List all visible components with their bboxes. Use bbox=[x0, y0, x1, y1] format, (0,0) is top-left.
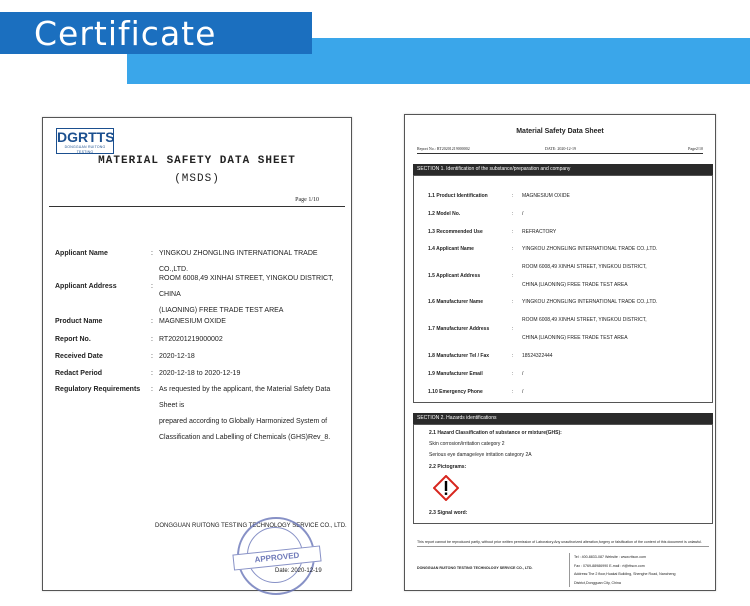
page-number: Page2/10 bbox=[688, 146, 703, 151]
msds-cover-page: DGRTTS DONGGUAN RUITONG TESTING MATERIAL SAFETY DATA SHEET (MSDS) Page 1/10 Applicant Name : YINGKOU ZHONGLING INTERNATIONAL TRADE CO.,LTD. Applicant Address : ROOM 6008,49 XINHAI STREET, YINGKOU DISTRICT, CHINA (LIAONING) FREE TRADE TEST AREA Product Name : MAGNESIUM OXIDE Report No. : RT20201219000002 Received Date : 2020-12-18 Redact Period : 2020-12-18 to 2020-12-19 Regulatory Requirements : As requested by the applicant, the Material Safety Data Sheet is prepared according to Globally Harmonized System of Classification and Labelling of Chemicals (GHS)Rev_8. DONGGUAN RUITONG TESTING TECHNOLOGY SERVICE CO., LTD. APPROVED Date: 2020-12-19 bbox=[42, 117, 352, 591]
field-label: 1.8 Manufacturer Tel / Fax bbox=[428, 353, 490, 359]
field-label: 1.2 Model No. bbox=[428, 211, 461, 217]
field-value: Classification and Labelling of Chemicals (GHS)Rev_8. bbox=[159, 434, 331, 441]
section-1-header: SECTION 1. Identification of the substance/preparation and company bbox=[413, 164, 713, 175]
field-value: CHINA (LIAONING) FREE TRADE TEST AREA bbox=[522, 335, 628, 341]
report-number: Report No.: RT20201219000002 bbox=[417, 146, 470, 151]
contact-line: Address:The 2 floor,Huakai Building, Shenghe Road, Nancheng bbox=[574, 572, 676, 576]
pictograms-label: 2.2 Pictograms: bbox=[429, 464, 467, 470]
approved-stamp bbox=[237, 517, 315, 595]
section-2-box bbox=[413, 424, 713, 524]
field-label: Applicant Address bbox=[55, 283, 117, 290]
field-value: YINGKOU ZHONGLING INTERNATIONAL TRADE CO.,LTD. bbox=[522, 299, 658, 305]
field-label: 1.7 Manufacturer Address bbox=[428, 326, 490, 332]
issuer-name: DONGGUAN RUITONG TESTING TECHNOLOGY SERVICE CO., LTD. bbox=[155, 523, 347, 529]
report-meta bbox=[417, 146, 703, 154]
field-value: As requested by the applicant, the Material Safety Data Sheet is bbox=[159, 386, 331, 409]
field-value: / bbox=[522, 371, 524, 377]
report-date: DATE: 2020-12-19 bbox=[545, 146, 576, 151]
lab-company-name: DONGGUAN RUITONG TESTING TECHNOLOGY SERVICE CO., LTD. bbox=[417, 566, 533, 570]
field-value: / bbox=[522, 211, 524, 217]
document-title: MATERIAL SAFETY DATA SHEET bbox=[98, 155, 296, 167]
field-label: 1.10 Emergency Phone bbox=[428, 389, 483, 395]
field-label: 1.9 Manufacturer Email bbox=[428, 371, 483, 377]
field-value: ROOM 6008,49 XINHAI STREET, YINGKOU DISTRICT, bbox=[522, 317, 647, 323]
hazard-line: Skin corrosion/irritation category 2 bbox=[429, 441, 505, 447]
field-label: Report No. bbox=[55, 336, 91, 343]
page-number: Page 1/10 bbox=[295, 197, 319, 203]
field-value: 18524322444 bbox=[522, 353, 553, 359]
hazard-title: 2.1 Hazard Classification of substance or mixture(GHS): bbox=[429, 430, 562, 436]
field-value: RT20201219000002 bbox=[159, 336, 223, 343]
contact-line: Tel : 400-8833-087 Website : www.rttscn.com bbox=[574, 555, 647, 559]
field-value: ROOM 6008,49 XINHAI STREET, YINGKOU DISTRICT, bbox=[522, 264, 647, 270]
msds-page-2: Material Safety Data Sheet Report No.: RT20201219000002 DATE: 2020-12-19 Page2/10 SECTION 1. Identification of the substance/preparation and company 1.1 Product Identification : MAGNESIUM OXIDE 1.2 Model No. : / 1.3 Recommended Use : REFRACTORY 1.4 Applicant Name : YINGKOU ZHONGLING INTERNATIONAL TRADE CO.,LTD. 1.5 Applicant Address : ROOM 6008,49 XINHAI STREET, YINGKOU DISTRICT, CHINA (LIAONING) FREE TRADE TEST AREA 1.6 Manufacturer Name : YINGKOU ZHONGLING INTERNATIONAL TRADE CO.,LTD. 1.7 Manufacturer Address : ROOM 6008,49 XINHAI STREET, YINGKOU DISTRICT, CHINA (LIAONING) FREE TRADE TEST AREA 1.8 Manufacturer Tel / Fax : 18524322444 1.9 Manufacturer Email : / 1.10 Emergency Phone : / SECTION 2. Hazards identifications 2.1 Hazard Classification of substance or mixture(GHS): Skin corrosion/irritation category 2 Serious eye damage/eye irritation category 2A 2.2 Pictograms: 2.3 Signal word: This report cannot be reproduced partly, without prior written permission of Laboratory.Any unauthorized alteration,forgery or falsification of the content of this document is unlawful. DONGGUAN RUITONG TESTING TECHNOLOGY SERVICE CO., LTD. Tel : 400-8833-087 Website : www.rttscn.com Fax : 0769-88986990 E-mail : rt@rttscn.com Address:The 2 floor,Huakai Building, Shenghe Road, Nancheng District,Dongguan City, China bbox=[404, 114, 716, 591]
field-value: MAGNESIUM OXIDE bbox=[159, 318, 226, 325]
logo-text: DGRTTS bbox=[57, 129, 115, 145]
hazard-line: Serious eye damage/eye irritation category 2A bbox=[429, 452, 532, 458]
signal-word-label: 2.3 Signal word: bbox=[429, 510, 468, 516]
contact-line: Fax : 0769-88986990 E-mail : rt@rttscn.com bbox=[574, 563, 645, 568]
field-label: Regulatory Requirements bbox=[55, 386, 141, 393]
field-label: 1.5 Applicant Address bbox=[428, 273, 481, 279]
divider bbox=[49, 206, 345, 207]
field-label: 1.3 Recommended Use bbox=[428, 229, 483, 235]
field-value: prepared according to Globally Harmonized System of bbox=[159, 418, 328, 425]
field-value: ROOM 6008,49 XINHAI STREET, YINGKOU DISTRICT, CHINA bbox=[159, 275, 334, 298]
field-value: (LIAONING) FREE TRADE TEST AREA bbox=[159, 307, 284, 314]
field-label: Applicant Name bbox=[55, 250, 108, 257]
dgrtts-logo bbox=[56, 128, 114, 154]
field-value: CHINA (LIAONING) FREE TRADE TEST AREA bbox=[522, 282, 628, 288]
issue-date: Date: 2020-12-19 bbox=[275, 568, 322, 574]
stamp-label: APPROVED bbox=[232, 545, 321, 570]
field-label: 1.1 Product Identification bbox=[428, 193, 488, 199]
field-label: 1.4 Applicant Name bbox=[428, 246, 474, 252]
field-value: YINGKOU ZHONGLING INTERNATIONAL TRADE CO.,LTD. bbox=[159, 250, 318, 273]
lab-contact-block bbox=[569, 553, 718, 587]
field-label: Redact Period bbox=[55, 370, 103, 377]
field-label: 1.6 Manufacturer Name bbox=[428, 299, 484, 305]
page-title: Certificate bbox=[34, 14, 217, 53]
document-subtitle: (MSDS) bbox=[174, 173, 220, 185]
field-value: YINGKOU ZHONGLING INTERNATIONAL TRADE CO.,LTD. bbox=[522, 246, 658, 252]
logo-subtext: DONGGUAN RUITONG TESTING bbox=[64, 145, 106, 154]
field-value: 2020-12-18 bbox=[159, 353, 195, 360]
field-value: 2020-12-18 to 2020-12-19 bbox=[159, 370, 241, 377]
section-2-header: SECTION 2. Hazards identifications bbox=[413, 413, 713, 424]
legal-notice: This report cannot be reproduced partly, without prior written permission of Laboratory.Any unauthorized alteration,forgery or falsification of the content of this document is unlawful. bbox=[417, 538, 709, 547]
contact-line: District,Dongguan City, China bbox=[574, 580, 621, 585]
field-label: Product Name bbox=[55, 318, 103, 325]
document-title: Material Safety Data Sheet bbox=[516, 128, 604, 135]
field-value: / bbox=[522, 389, 524, 395]
field-label: Received Date bbox=[55, 353, 103, 360]
field-value: REFRACTORY bbox=[522, 229, 557, 235]
field-value: MAGNESIUM OXIDE bbox=[522, 193, 570, 199]
exclamation-mark-pictogram-icon bbox=[433, 475, 459, 501]
